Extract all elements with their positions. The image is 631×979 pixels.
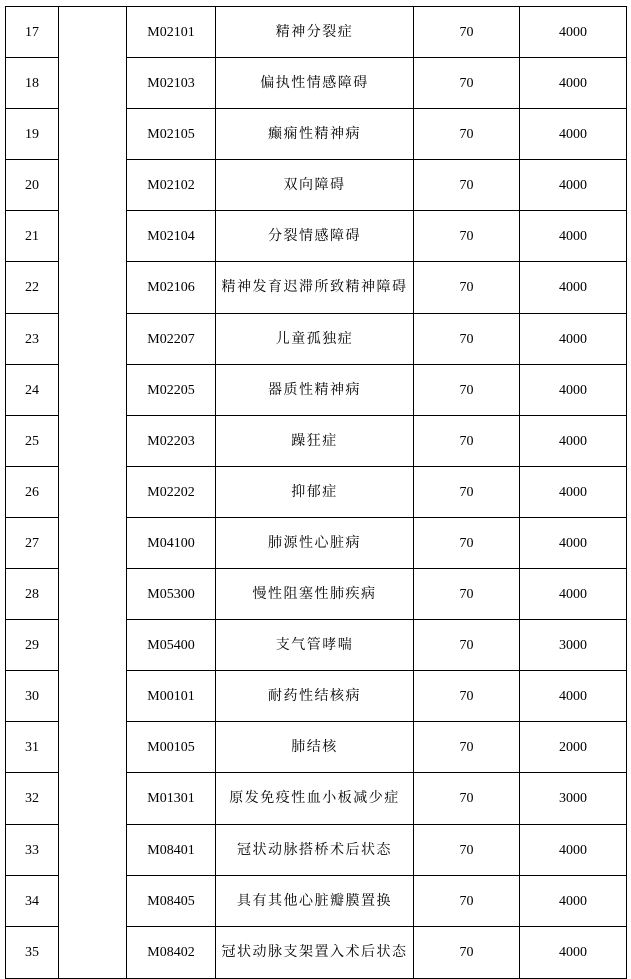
disease-code: M01301	[127, 773, 216, 825]
row-number: 23	[6, 314, 59, 365]
disease-code: M00105	[127, 722, 216, 773]
value-percent: 70	[414, 314, 520, 365]
row-number: 25	[6, 416, 59, 467]
value-limit: 4000	[520, 262, 627, 314]
disease-name: 耐药性结核病	[216, 671, 414, 722]
value-limit: 3000	[520, 620, 627, 671]
value-percent: 70	[414, 518, 520, 569]
disease-name: 慢性阻塞性肺疾病	[216, 569, 414, 620]
value-limit: 4000	[520, 876, 627, 927]
value-percent: 70	[414, 876, 520, 927]
disease-code: M08402	[127, 927, 216, 979]
value-percent: 70	[414, 467, 520, 518]
value-percent: 70	[414, 722, 520, 773]
row-number: 20	[6, 160, 59, 211]
disease-code: M05400	[127, 620, 216, 671]
value-percent: 70	[414, 160, 520, 211]
value-percent: 70	[414, 620, 520, 671]
row-number: 28	[6, 569, 59, 620]
disease-code: M00101	[127, 671, 216, 722]
disease-code: M05300	[127, 569, 216, 620]
disease-name: 抑郁症	[216, 467, 414, 518]
disease-code: M02105	[127, 109, 216, 160]
disease-code: M02202	[127, 467, 216, 518]
disease-code: M02205	[127, 365, 216, 416]
disease-code: M02101	[127, 7, 216, 58]
value-percent: 70	[414, 416, 520, 467]
value-limit: 4000	[520, 58, 627, 109]
row-number: 21	[6, 211, 59, 262]
disease-code: M02106	[127, 262, 216, 314]
row-number: 24	[6, 365, 59, 416]
disease-code: M02207	[127, 314, 216, 365]
table-row	[6, 7, 627, 58]
value-percent: 70	[414, 109, 520, 160]
disease-code: M02102	[127, 160, 216, 211]
value-percent: 70	[414, 365, 520, 416]
value-percent: 70	[414, 262, 520, 314]
row-number: 32	[6, 773, 59, 825]
row-number: 33	[6, 825, 59, 876]
value-limit: 4000	[520, 467, 627, 518]
value-percent: 70	[414, 825, 520, 876]
value-percent: 70	[414, 927, 520, 979]
disease-name: 偏执性情感障碍	[216, 58, 414, 109]
merged-category-cell	[59, 7, 127, 979]
disease-table	[5, 6, 627, 979]
value-limit: 4000	[520, 211, 627, 262]
row-number: 31	[6, 722, 59, 773]
disease-name: 精神分裂症	[216, 7, 414, 58]
disease-name: 原发免疫性血小板减少症	[216, 773, 414, 825]
value-limit: 4000	[520, 7, 627, 58]
row-number: 19	[6, 109, 59, 160]
disease-name: 癫痫性精神病	[216, 109, 414, 160]
value-limit: 4000	[520, 416, 627, 467]
value-limit: 4000	[520, 365, 627, 416]
row-number: 27	[6, 518, 59, 569]
disease-name: 分裂情感障碍	[216, 211, 414, 262]
value-limit: 4000	[520, 569, 627, 620]
disease-name: 儿童孤独症	[216, 314, 414, 365]
disease-name: 肺结核	[216, 722, 414, 773]
value-limit: 4000	[520, 671, 627, 722]
row-number: 22	[6, 262, 59, 314]
value-percent: 70	[414, 773, 520, 825]
row-number: 17	[6, 7, 59, 58]
disease-name: 冠状动脉搭桥术后状态	[216, 825, 414, 876]
value-limit: 4000	[520, 518, 627, 569]
disease-code: M02104	[127, 211, 216, 262]
value-percent: 70	[414, 569, 520, 620]
value-limit: 3000	[520, 773, 627, 825]
disease-name: 躁狂症	[216, 416, 414, 467]
disease-name: 双向障碍	[216, 160, 414, 211]
disease-name: 具有其他心脏瓣膜置换	[216, 876, 414, 927]
row-number: 18	[6, 58, 59, 109]
value-percent: 70	[414, 7, 520, 58]
disease-code: M04100	[127, 518, 216, 569]
row-number: 34	[6, 876, 59, 927]
disease-code: M02203	[127, 416, 216, 467]
value-percent: 70	[414, 671, 520, 722]
value-limit: 4000	[520, 160, 627, 211]
value-limit: 4000	[520, 314, 627, 365]
row-number: 35	[6, 927, 59, 979]
value-percent: 70	[414, 211, 520, 262]
value-limit: 4000	[520, 109, 627, 160]
row-number: 30	[6, 671, 59, 722]
row-number: 26	[6, 467, 59, 518]
value-limit: 4000	[520, 927, 627, 979]
disease-code: M02103	[127, 58, 216, 109]
value-limit: 2000	[520, 722, 627, 773]
disease-name: 精神发育迟滞所致精神障碍	[216, 262, 414, 314]
value-percent: 70	[414, 58, 520, 109]
disease-code: M08405	[127, 876, 216, 927]
row-number: 29	[6, 620, 59, 671]
disease-name: 支气管哮喘	[216, 620, 414, 671]
disease-name: 肺源性心脏病	[216, 518, 414, 569]
value-limit: 4000	[520, 825, 627, 876]
disease-name: 冠状动脉支架置入术后状态	[216, 927, 414, 979]
disease-code: M08401	[127, 825, 216, 876]
disease-name: 器质性精神病	[216, 365, 414, 416]
